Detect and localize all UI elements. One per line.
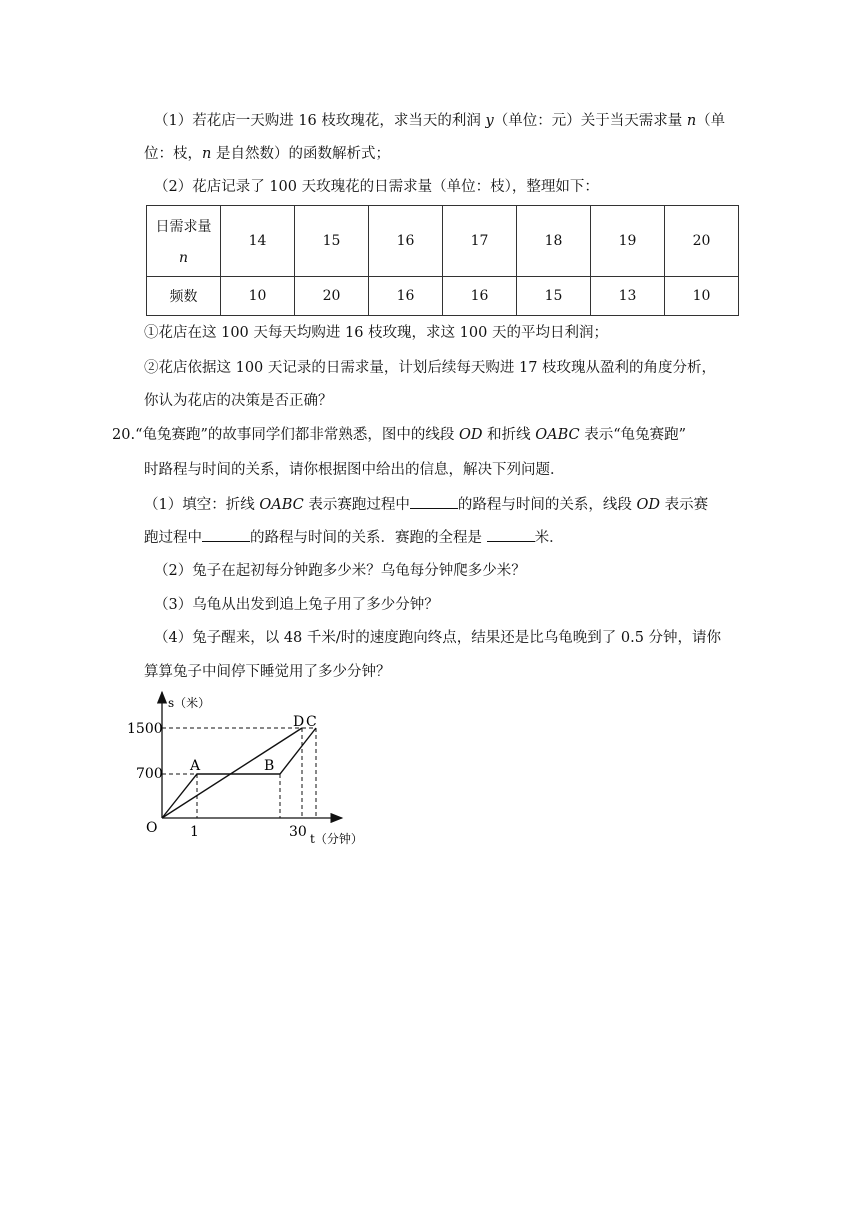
q20-p4-line2: 算算兔子中间停下睡觉用了多少分钟？ — [144, 664, 391, 680]
point-label-c: C — [306, 714, 317, 730]
q20-p1-od: OD — [636, 497, 660, 513]
q20-p1-oabc: OABC — [259, 497, 304, 513]
q20-intro-b: 和折线 — [482, 427, 536, 443]
table-cell: 16 — [369, 206, 443, 277]
q20-p1-c: 的路程与时间的关系，线段 — [457, 497, 637, 513]
q20-intro-a: “龟兔赛跑”的故事同学们都非常熟悉，图中的线段 — [135, 427, 459, 443]
y-tick-label-700: 700 — [136, 766, 163, 782]
var-n: n — [686, 113, 697, 129]
origin-label: O — [146, 820, 158, 836]
table-cell: 15 — [517, 277, 591, 316]
table-cell: 17 — [443, 206, 517, 277]
table-cell: 10 — [665, 277, 739, 316]
table-header-demand-label: 日需求量 — [155, 219, 212, 235]
q19-part1-text-c: （单 — [696, 113, 726, 129]
table-header-demand-var: n — [178, 250, 189, 266]
table-cell: 14 — [221, 206, 295, 277]
q20-p1-d: 表示赛 — [659, 497, 709, 513]
var-n-2: n — [202, 146, 212, 162]
table-cell: 13 — [591, 277, 665, 316]
table-cell: 16 — [443, 277, 517, 316]
q20-intro-od: OD — [459, 427, 483, 443]
x-tick-label-1: 1 — [190, 824, 199, 840]
q19-part2-intro: （2）花店记录了 100 天玫瑰花的日需求量（单位：枝），整理如下： — [154, 179, 599, 195]
table-cell: 15 — [295, 206, 369, 277]
x-tick-label-30: 30 — [289, 824, 307, 840]
table-cell: 10 — [221, 277, 295, 316]
q20-p1-2b: 的路程与时间的关系．赛跑的全程是 — [250, 530, 487, 546]
q20-intro-c: 表示“龟兔赛跑” — [579, 427, 687, 443]
table-cell: 20 — [665, 206, 739, 277]
q19-sub2-line1: ②花店依据这 100 天记录的日需求量，计划后续每天购进 17 枝玫瑰从盈利的角度分析， — [144, 360, 717, 376]
y-axis-label: s（米） — [168, 696, 211, 710]
q19-part1-text-b: （单位：元）关于当天需求量 — [493, 113, 687, 129]
q19-sub2-line2: 你认为花店的决策是否正确？ — [144, 393, 333, 409]
point-label-a: A — [190, 758, 201, 774]
point-label-b: B — [264, 758, 275, 774]
series-line-oabc — [162, 728, 316, 818]
q19-sub1: ①花店在这 100 天每天均购进 16 枝玫瑰，求这 100 天的平均日利润； — [144, 325, 608, 341]
q20-p1-b: 表示赛跑过程中 — [303, 497, 410, 513]
var-y: y — [485, 113, 494, 129]
table-cell: 16 — [369, 277, 443, 316]
q20-p2: （2）兔子在起初每分钟跑多少米？乌龟每分钟爬多少米？ — [154, 563, 526, 579]
q19-part1-text-a: （1）若花店一天购进 16 枝玫瑰花，求当天的利润 — [154, 113, 486, 129]
table-header-frequency: 频数 — [147, 277, 221, 316]
q20-p1-2c: 米． — [534, 530, 564, 546]
q20-p4-line1: （4）兔子醒来，以 48 千米/时的速度跑向终点，结果还是比乌龟晚到了 0.5 分钟，请你 — [154, 630, 722, 646]
point-label-d: D — [293, 714, 305, 730]
q20-number: 20. — [112, 427, 136, 443]
q20-p1-2a: 跑过程中 — [144, 530, 202, 546]
table-cell: 19 — [591, 206, 665, 277]
table-cell: 20 — [295, 277, 369, 316]
q19-part1-text2-a: 位：枝， — [144, 146, 202, 162]
q19-part1-text2-b: 是自然数）的函数解析式； — [211, 146, 390, 162]
q20-intro-line2: 时路程与时间的关系，请你根据图中给出的信息，解决下列问题． — [144, 462, 565, 478]
q20-p1-a: （1）填空：折线 — [144, 497, 260, 513]
y-tick-label-1500: 1500 — [127, 721, 163, 737]
x-axis-label: t（分钟） — [310, 832, 363, 846]
q20-intro-oabc: OABC — [535, 427, 580, 443]
table-cell: 18 — [517, 206, 591, 277]
q20-p3: （3）乌龟从出发到追上兔子用了多少分钟？ — [154, 597, 439, 613]
